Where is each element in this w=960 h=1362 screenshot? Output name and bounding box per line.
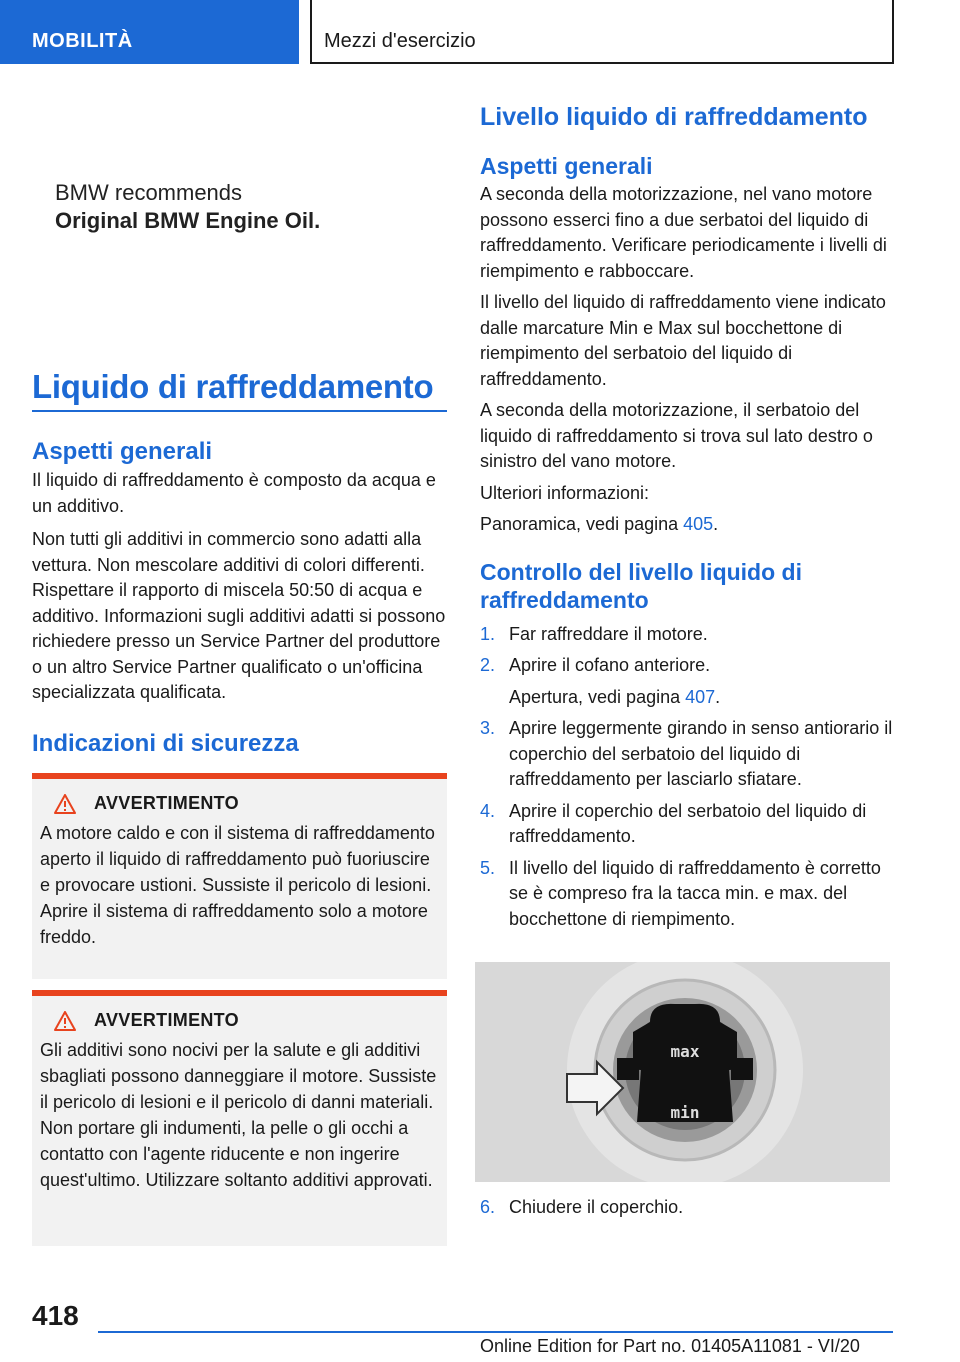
coolant-cap-illustration <box>475 962 890 1182</box>
list-item <box>480 716 895 793</box>
warning-2-text: Gli additivi sono nocivi per la salute e gli additivi sbagliati possono danneggiare il motore. Sussiste il pericolo di lesioni e il pericolo di danni materiali. Non portare gli indumenti, la pelle o gli occhi a contatto con l'agente riducente e non ingerire quest'ultimo. Utilizzare soltanto additivi approvati. <box>40 1040 437 1190</box>
right-p2: Il livello del liquido di raffreddamento viene indicato dalle marcature Min e Max sul bocchettone di riempimento del serbatoio del liquido di raffreddamento. <box>480 292 886 389</box>
check-heading: Controllo del livello liquido di raffreddamento <box>480 558 802 613</box>
step-text: Il livello del liquido di raffreddamento è corretto se è compreso fra la tacca min. e max. del bocchettone di riempimento. <box>509 857 881 929</box>
step-number: 5. <box>480 857 496 878</box>
right-p4: Ulteriori informazioni: <box>480 482 650 503</box>
right-p1: A seconda della motorizzazione, nel vano motore possono esserci fino a due serbatoi del liquido di raffreddamento. Verificare periodicamente i livelli di riempimento e rabboccare. <box>480 184 887 281</box>
list-item <box>480 653 895 710</box>
footer-edition: Online Edition for Part no. 01405A11081 - VI/20 <box>480 1336 860 1356</box>
footer-rule <box>98 1331 893 1333</box>
chapter-label: MOBILITÀ <box>32 30 133 52</box>
max-mark: max <box>670 1042 700 1061</box>
coolant-cap-photo <box>475 962 890 1182</box>
advert-line-1: BMW recommends <box>55 180 243 205</box>
min-mark: min <box>670 1103 700 1122</box>
step-text: Aprire leggermente girando in senso antiorario il coperchio del serbatoio del liquido di raffreddamento per lasciarlo sfiatare. <box>509 718 893 789</box>
warning-box-1 <box>32 773 447 979</box>
page-link-405[interactable]: 405 <box>683 514 714 534</box>
step-2-sub-suffix: . <box>715 686 721 707</box>
warning-box-2 <box>32 990 447 1246</box>
step-number: 3. <box>480 718 496 738</box>
advert-line-2: Original BMW Engine Oil. <box>55 208 321 233</box>
warning-triangle-icon <box>54 1011 76 1031</box>
right-general-heading: Aspetti generali <box>480 153 653 179</box>
warning-1-text: A motore caldo e con il sistema di raffreddamento aperto il liquido di raffreddamento può fuoriuscire e provocare ustioni. Sussiste il pericolo di lesioni. Aprire il sistema di raffreddamento solo a motore freddo. <box>40 823 435 947</box>
list-item <box>480 856 895 933</box>
coolant-level-title: Livello liquido di raffreddamento <box>480 103 868 131</box>
right-p5-prefix: Panoramica, vedi pagina <box>480 514 684 534</box>
list-item <box>480 1195 895 1221</box>
title-rule <box>32 410 447 412</box>
step-text: Chiudere il coperchio. <box>509 1197 684 1217</box>
step-text: Aprire il coperchio del serbatoio del liquido di raffreddamento. <box>509 800 867 846</box>
left-general-heading: Aspetti generali <box>32 438 213 465</box>
step-2-sub-prefix: Apertura, vedi pagina <box>509 686 686 707</box>
steps-list <box>480 622 895 933</box>
left-general-p1: Il liquido di raffreddamento è composto da acqua e un additivo. <box>32 470 436 516</box>
step-number: 1. <box>480 623 496 644</box>
step-2-subtext <box>509 685 720 711</box>
oil-advert <box>55 180 415 234</box>
chapter-tab <box>0 0 299 64</box>
safety-heading: Indicazioni di sicurezza <box>32 729 299 757</box>
step-number: 4. <box>480 800 496 821</box>
section-label: Mezzi d'esercizio <box>324 30 476 52</box>
step-number: 6. <box>480 1197 496 1217</box>
left-general-p2: Non tutti gli additivi in commercio sono adatti alla vettura. Non mescolare additivi di colori differenti. Rispettare il rapporto di miscela 50:50 di acqua e additivo. Informazioni sugli additivi adatti si possono richiedere presso un Service Partner del produttore o un altro Service Partner qualificato o un'officina specializzata qualificata. <box>32 529 446 702</box>
warning-1-title: AVVERTIMENTO <box>94 793 239 813</box>
list-item <box>480 799 895 850</box>
step-text: Far raffreddare il motore. <box>509 623 708 644</box>
page-link-407[interactable]: 407 <box>685 686 716 707</box>
right-column <box>480 103 895 938</box>
right-p3: A seconda della motorizzazione, il serbatoio del liquido di raffreddamento si trova sul lato destro o sinistro del vano motore. <box>480 400 873 471</box>
list-item <box>480 622 895 648</box>
step-6-wrapper <box>480 1195 895 1227</box>
warning-2-title: AVVERTIMENTO <box>94 1010 239 1030</box>
left-general-section <box>32 438 447 758</box>
warning-triangle-icon <box>54 794 76 814</box>
page-title: Liquido di raffreddamento <box>32 368 434 405</box>
step-number: 2. <box>480 655 496 675</box>
right-p5 <box>480 512 895 538</box>
right-p5-suffix: . <box>713 514 719 534</box>
page-number: 418 <box>32 1300 79 1331</box>
step-text: Aprire il cofano anteriore. <box>509 655 711 675</box>
